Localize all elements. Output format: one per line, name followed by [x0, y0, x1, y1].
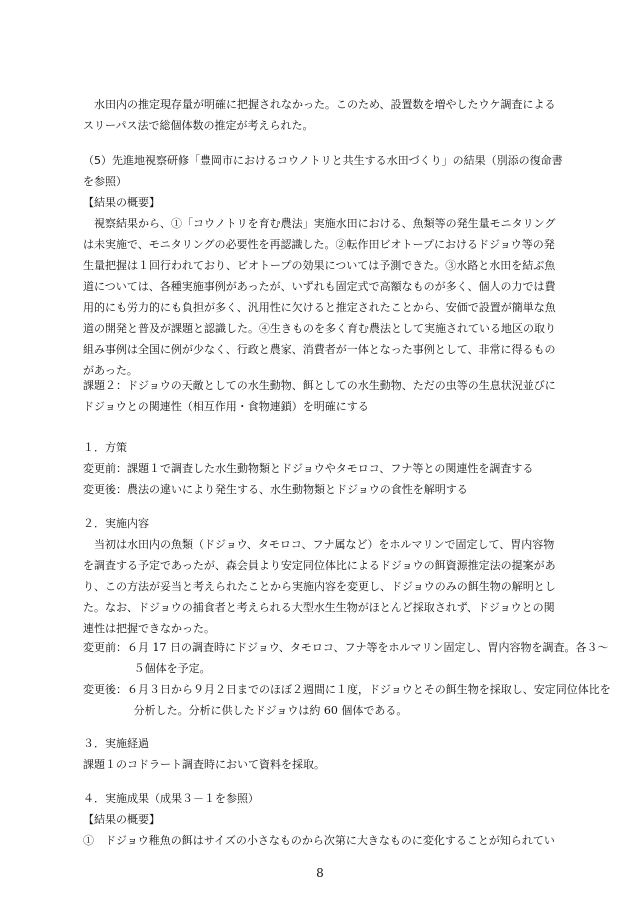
section-5-body: 視察結果から、①「コウノトリを育む農法」実施水田における、魚類等の発生量モニタリングは未実施で、モニタリングの必要性を再認識した。②転作田ビオトープにおけるドジョウ等の発生量把握は１回行われており、ビオトープの効果については予測できた。③水路と水田を結ぶ魚道については、各種実施事例があったが、いずれも固定式で高額なものが多く、個人の力では費用的にも労力的にも負担が多く、汎用性に欠けると推定されたことから、安価で設置が簡単な魚道の開発と普及が課題と認識した。④生きものを多く育む農法として実施されている地区の取り組み事例は全国に例が少なく、行政と農家、消費者が一体となった事例として、非常に得るものがあった。 [83, 217, 556, 377]
section-5-result-label: 【結果の概要】 [83, 196, 160, 209]
results-heading: ４．実施成果（成果３－１を参照） [83, 792, 259, 805]
progress-body: 課題１のコドラート調査時において資料を採取。 [83, 758, 325, 771]
implementation-before: 変更前：６月 17 日の調査時にドジョウ、タモロコ、フナ等をホルマリン固定し、胃内容物を調査。各３～５個体を予定。 [83, 641, 609, 675]
implementation-after: 変更後：６月３日から９月２日までのほぼ２週間に１度，ドジョウとその餌生物を採取し、安定同位体比を分析した。分析に供したドジョウは約 60 個体である。 [83, 683, 611, 717]
intro-paragraph: 水田内の推定現存量が明確に把握されなかった。このため、設置数を増やしたウケ調査によるスリーパス法で総個体数の推定が考えられた。 [83, 98, 556, 132]
results-summary-label: 【結果の概要】 [83, 813, 160, 826]
policy-heading: １．方策 [83, 441, 127, 454]
policy-after: 変更後：農法の違いにより発生する、水生動物類とドジョウの食性を解明する [83, 483, 468, 496]
task-2-title: 課題２：ドジョウの天敵としての水生動物、餌としての水生動物、ただの虫等の生息状況並びにドジョウとの関連性（相互作用・食物連鎖）を明確にする [83, 379, 556, 413]
section-5-heading: （5）先進地視察研修「豊岡市におけるコウノトリと共生する水田づくり」の結果（別添の復命書を参照） [83, 154, 563, 188]
policy-before: 変更前：課題１で調査した水生動物類とドジョウやタモロコ、フナ等との関連性を調査する [83, 462, 534, 475]
page-number: 8 [316, 866, 324, 880]
implementation-heading: ２．実施内容 [83, 517, 149, 530]
implementation-body: 当初は水田内の魚類（ドジョウ、タモロコ、フナ属など）をホルマリンで固定して、胃内容物を調査する予定であったが、森会員より安定同位体比によるドジョウの餌資源推定法の提案があり、この方法が妥当と考えられたことから実施内容を変更し、ドジョウのみの餌生物の解明とした。なお、ドジョウの捕食者と考えられる大型水生生物がほとんど採取されず、ドジョウとの関連性は把握できなかった。 [83, 538, 556, 635]
progress-heading: ３．実施経過 [83, 737, 149, 750]
results-item-1: ① ドジョウ稚魚の餌はサイズの小さなものから次第に大きなものに変化することが知られてい [83, 834, 555, 847]
